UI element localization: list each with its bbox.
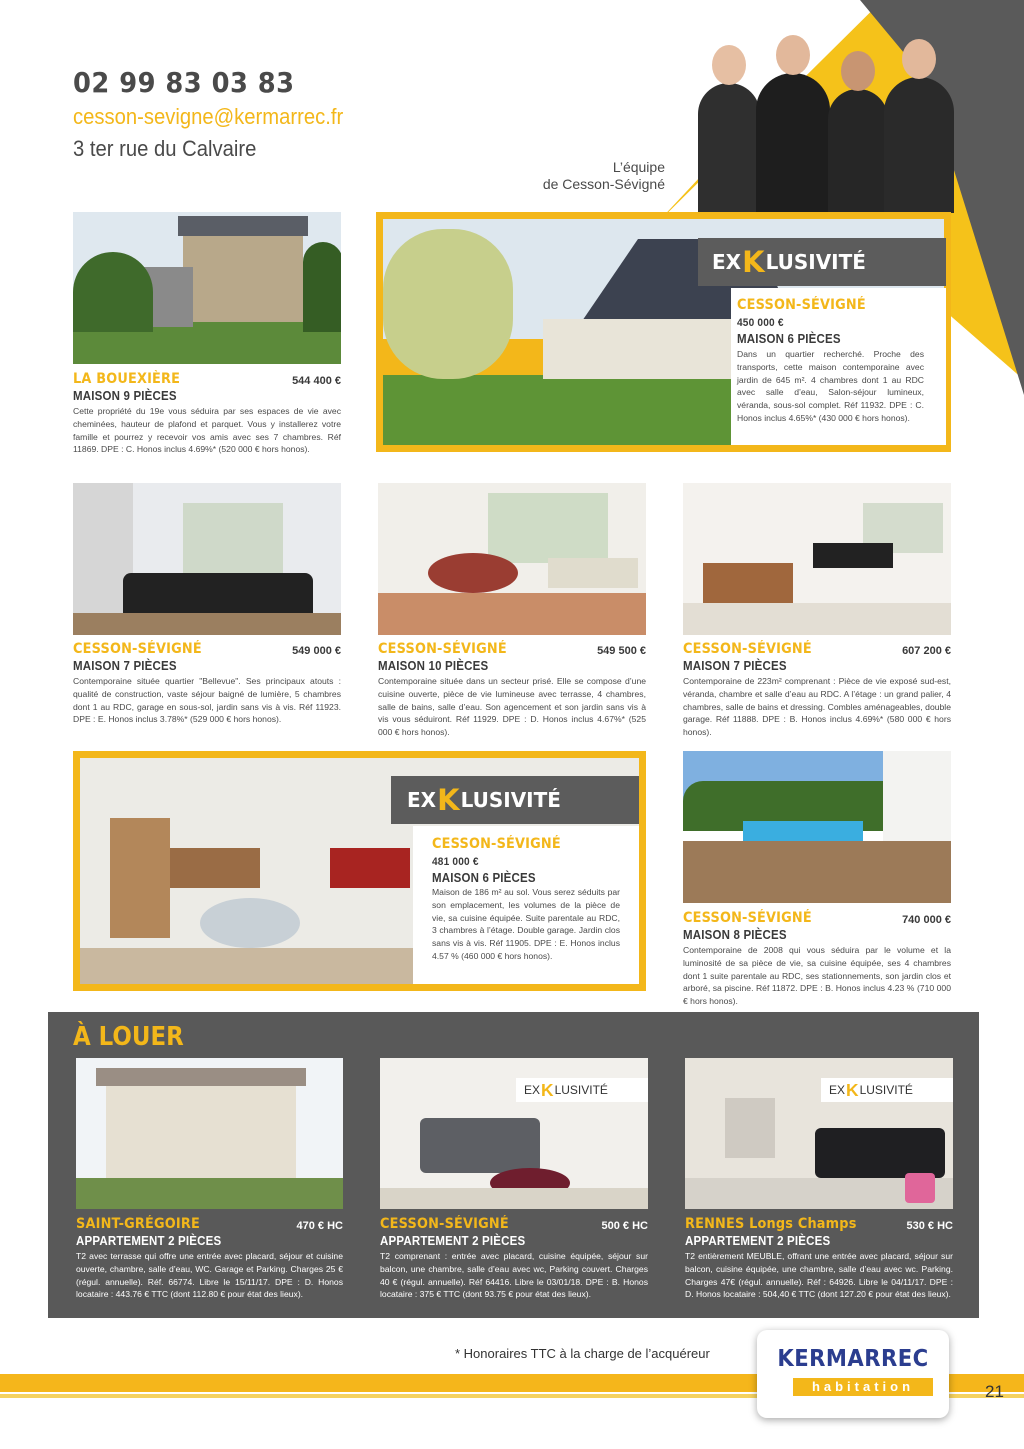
team-caption-line-2: de Cesson-Sévigné bbox=[542, 176, 665, 192]
agency-address: 3 ter rue du Calvaire bbox=[73, 136, 257, 161]
rentals-title: À LOUER bbox=[73, 1022, 184, 1052]
exclusivity-k: K bbox=[742, 245, 765, 279]
exclusivity-banner-small bbox=[516, 1078, 648, 1102]
listing-photo-cesson-549500[interactable] bbox=[378, 483, 646, 635]
listing-photo-la-bouexiere[interactable] bbox=[73, 212, 341, 364]
listing-type: MAISON 8 PIÈCES bbox=[683, 928, 787, 942]
exclusivity-ex: EX bbox=[524, 1083, 541, 1097]
exclusivity-k: K bbox=[846, 1079, 859, 1100]
exclusivity-rest: LUSIVITÉ bbox=[765, 250, 866, 274]
listing-price: 740 000 € bbox=[902, 914, 951, 926]
rental-type: APPARTEMENT 2 PIÈCES bbox=[380, 1234, 526, 1248]
team-photo bbox=[688, 38, 958, 213]
listing-photo-cesson-607200[interactable] bbox=[683, 483, 951, 635]
exclusivity-rest: LUSIVITÉ bbox=[460, 788, 561, 812]
team-member-2 bbox=[756, 73, 830, 213]
listing-description: Dans un quartier recherché. Proche des transports, cette maison contemporaine avec jardin de 645 m². 4 chambres dont 1 au RDC avec salle d’eau, Salon-séjour lumineux, véranda, sous-sol complet. Réf 11932. DPE : C. Honos inclus 4.65%* (430 000 € hors honos). bbox=[737, 349, 924, 423]
rental-price: 500 € HC bbox=[601, 1220, 648, 1232]
exclusivity-ex: EX bbox=[712, 250, 742, 274]
listing-description: Contemporaine située quartier "Bellevue". Ses principaux atouts : qualité de construction, vaste séjour baigné de lumière, 5 chambres dont 1 au RDC, garage en sous-sol, jardin sans vis à vis. Réf 11923. DPE : E. Honos inclus 3.78%* (529 000 € hors honos). bbox=[73, 676, 341, 725]
rental-description: T2 comprenant : entrée avec placard, cuisine équipée, séjour sur balcon, une chambre, salle d’eau avec wc, Parking couvert. Charges 40 € (régul. annuelle). Réf 64416. Libre le 03/01/18. DPE : B. Honos locataire : 375 € TTC (dont 93.75 € pour état des lieux). bbox=[380, 1251, 648, 1300]
rental-description: T2 entièrement MEUBLE, offrant une entrée avec placard, séjour sur balcon, cuisine équipée, une chambre, salle d’eau avec wc. Parking. Charges 47€ (régul. annuelle). Réf : 64926. Libre le 04/11/17. DPE : D. Honos locataire : 504,40 € TTC (dont 127.20 € pour état des lieux). bbox=[685, 1251, 953, 1300]
exclusivity-k: K bbox=[541, 1079, 554, 1100]
exclusivity-banner-small bbox=[821, 1078, 953, 1102]
listing-city: CESSON-SÉVIGNÉ bbox=[432, 836, 561, 852]
exclusivity-k: K bbox=[437, 783, 460, 817]
rental-price: 530 € HC bbox=[906, 1220, 953, 1232]
listing-price: 450 000 € bbox=[737, 317, 784, 329]
team-caption bbox=[520, 159, 665, 193]
listing-type: MAISON 6 PIÈCES bbox=[432, 871, 536, 885]
logo-subtitle: habitation bbox=[793, 1378, 933, 1396]
listing-city: LA BOUEXIÈRE bbox=[73, 371, 181, 387]
exclusivity-ex: EX bbox=[407, 788, 437, 812]
exclusivity-rest: LUSIVITÉ bbox=[859, 1083, 913, 1097]
listing-price: 481 000 € bbox=[432, 856, 479, 868]
listing-type: MAISON 10 PIÈCES bbox=[378, 659, 489, 673]
agency-phone[interactable]: 02 99 83 03 83 bbox=[73, 66, 295, 99]
listing-city: CESSON-SÉVIGNÉ bbox=[683, 641, 812, 657]
listing-city: CESSON-SÉVIGNÉ bbox=[73, 641, 202, 657]
listing-price: 607 200 € bbox=[902, 645, 951, 657]
listing-city: CESSON-SÉVIGNÉ bbox=[378, 641, 507, 657]
exclusivity-banner bbox=[698, 238, 946, 286]
listing-description: Cette propriété du 19e vous séduira par ses espaces de vie avec cheminées, hauteur de plafond et parquet. Vous y installerez votre famille et pourrez y recevoir vos amis avec ses 7 chambres. Réf 11869. DPE : C. Honos inclus 4.69%* (520 000 € hors honos). bbox=[73, 406, 341, 455]
page-number: 21 bbox=[985, 1382, 1004, 1401]
rental-city: CESSON-SÉVIGNÉ bbox=[380, 1216, 509, 1232]
kermarrec-logo[interactable] bbox=[757, 1330, 949, 1418]
exclusivity-rest: LUSIVITÉ bbox=[554, 1083, 608, 1097]
listing-type: MAISON 7 PIÈCES bbox=[683, 659, 787, 673]
team-member-1 bbox=[698, 83, 760, 213]
listing-type: MAISON 9 PIÈCES bbox=[73, 389, 177, 403]
listing-city: CESSON-SÉVIGNÉ bbox=[683, 910, 812, 926]
rental-city: RENNES Longs Champs bbox=[685, 1216, 857, 1232]
footer-note: * Honoraires TTC à la charge de l’acquéreur bbox=[455, 1346, 710, 1361]
listing-price: 549 000 € bbox=[292, 645, 341, 657]
rental-city: SAINT-GRÉGOIRE bbox=[76, 1216, 200, 1232]
listing-description: Contemporaine de 223m² comprenant : Pièce de vie exposé sud-est, véranda, chambre et salle d’eau au RDC. A l’étage : un grand palier, 4 chambres, salle de bains et dressing. Combles aménageables, double garage. Réf 11888. DPE : B. Honos inclus 4.69%* (580 000 € hors honos). bbox=[683, 676, 951, 738]
exclusivity-banner bbox=[391, 776, 639, 824]
rental-description: T2 avec terrasse qui offre une entrée avec placard, séjour et cuisine ouverte, chambre, salle d’eau, WC. Garage et Parking. Charges 25 € (régul. annuelle). Réf. 66774. Libre le 15/11/17. DPE : D. Honos locataire : 443.76 € TTC (dont 112.80 € pour état des lieux). bbox=[76, 1251, 343, 1300]
team-member-3 bbox=[828, 89, 888, 213]
listing-description: Maison de 186 m² au sol. Vous serez séduits par son emplacement, les volumes de la pièce de vie, sa cuisine équipée. Suite parentale au RDC, 3 chambres à l’étage. Double garage. Jardin clos sans vis à vis. Réf 11905. DPE : E. Honos inclus 4.57 % (460 000 € hors honos). bbox=[432, 887, 620, 961]
agency-email[interactable]: cesson-sevigne@kermarrec.fr bbox=[73, 104, 344, 129]
exclusivity-ex: EX bbox=[829, 1083, 846, 1097]
rental-photo-saint-gregoire[interactable] bbox=[76, 1058, 343, 1209]
listing-price: 544 400 € bbox=[292, 375, 341, 387]
listing-description: Contemporaine située dans un secteur prisé. Elle se compose d’une cuisine ouverte, pièce de vie lumineuse avec terrasse, 4 chambres, salle de bains, salle d’eau. Son agencement et son jardin sans vis à vis vous séduiront. Réf 11929. DPE : D. Honos inclus 4.67%* (525 000 € hors honos). bbox=[378, 676, 646, 738]
listing-price: 549 500 € bbox=[597, 645, 646, 657]
listing-city: CESSON-SÉVIGNÉ bbox=[737, 297, 866, 313]
listing-type: MAISON 6 PIÈCES bbox=[737, 332, 841, 346]
rental-type: APPARTEMENT 2 PIÈCES bbox=[685, 1234, 831, 1248]
listing-description: Contemporaine de 2008 qui vous séduira par le volume et la luminosité de sa pièce de vie, sa cuisine équipée, ses 4 chambres dont 1 suite parentale au RDC, ses stationnements, son jardin clos et arboré, sa piscine. Réf 11872. DPE : B. Honos inclus 4.23 % (710 000 € hors honos). bbox=[683, 945, 951, 1007]
listing-type: MAISON 7 PIÈCES bbox=[73, 659, 177, 673]
team-member-4 bbox=[884, 77, 954, 213]
rental-price: 470 € HC bbox=[296, 1220, 343, 1232]
listing-photo-cesson-740000[interactable] bbox=[683, 751, 951, 903]
rental-type: APPARTEMENT 2 PIÈCES bbox=[76, 1234, 222, 1248]
team-caption-line-1: L’équipe bbox=[612, 159, 665, 175]
listing-photo-cesson-549000[interactable] bbox=[73, 483, 341, 635]
logo-name: KERMARREC bbox=[777, 1346, 929, 1372]
